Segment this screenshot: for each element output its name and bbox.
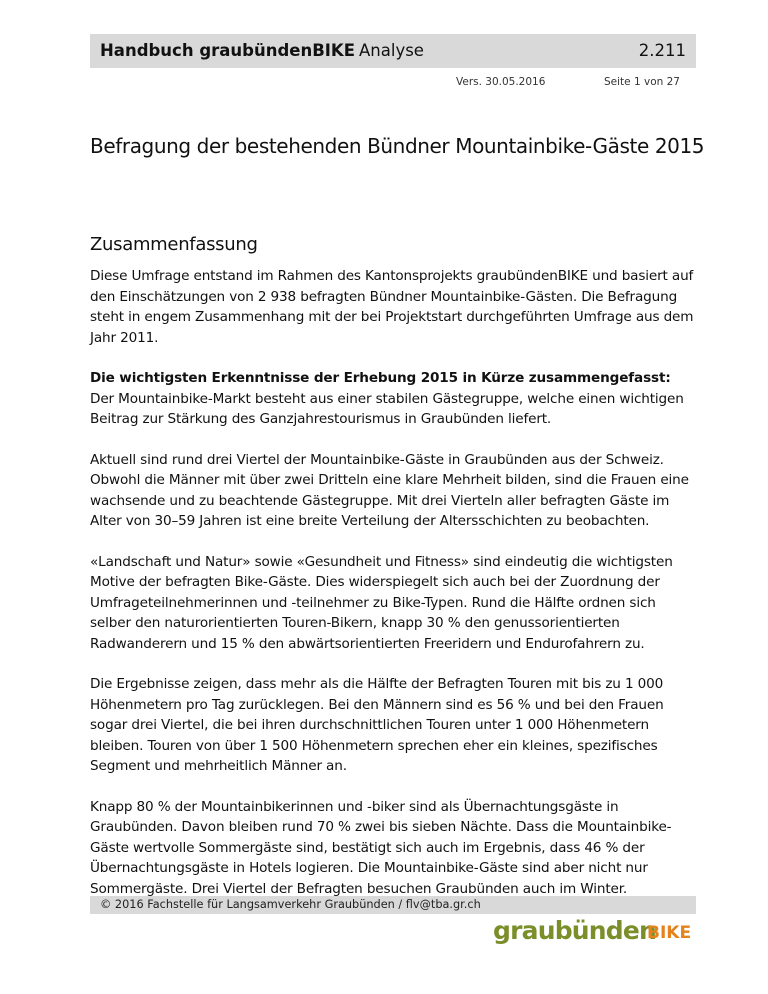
page-counter: Seite 1 von 27 [604,76,680,88]
paragraph: Die Ergebnisse zeigen, dass mehr als die Hälfte der Befragten Touren mit bis zu 1 000 Höhenmetern pro Tag zurücklegen. Bei den Männern sind es 56 % und bei den Frauen sogar drei Viertel, die bei ihren durchschnittlichen Touren unter 1 000 Höhenmetern bleiben. Touren von über 1 500 Höhenmetern sprechen eher ein kleines, spezifisches Segment und mehrheitlich Männer an. [90,676,664,774]
logo-bike-text: BIKE [647,923,692,943]
key-findings-heading: Die wichtigsten Erkenntnisse der Erhebung 2015 in Kürze zusammengefasst: [90,370,671,386]
body-text [90,266,696,919]
header-bar [90,34,696,68]
paragraph: Aktuell sind rund drei Viertel der Mountainbike-Gäste in Graubünden aus der Schweiz. Obwohl die Männer mit über zwei Dritteln eine klare Mehrheit bilden, sind die Frauen eine wachsende und zu beachtende Gästegruppe. Mit drei Vierteln aller befragten Gäste im Alter von 30–59 Jahren ist eine breite Verteilung der Altersschichten zu beobachten. [90,451,689,529]
document-title: Befragung der bestehenden Bündner Mountainbike-Gäste 2015 [90,134,705,158]
paragraph: Diese Umfrage entstand im Rahmen des Kantonsprojekts graubündenBIKE und basiert auf den Einschätzungen von 2 938 befragten Bündner Mountainbike-Gästen. Die Befragung steht in engem Zusammenhang mit der bei Projektstart durchgeführten Umfrage aus dem Jahr 2011. [90,268,694,346]
handbook-title: Handbuch graubündenBIKE [100,41,355,60]
handbook-number: 2.211 [638,41,686,60]
paragraph: Knapp 80 % der Mountainbikerinnen und -biker sind als Übernachtungsgäste in Graubünden. Davon bleiben rund 70 % zwei bis sieben Nächte. Dass die Mountainbike-Gäste wertvolle Sommergäste sind, bestätigt sich auch im Ergebnis, dass 46 % der Übernachtungsgäste in Hotels logieren. Die Mountainbike-Gäste sind aber nicht nur Sommergäste. Drei Viertel der Befragten besuchen Graubünden auch im Winter. [90,798,672,897]
section-heading: Zusammenfassung [90,234,258,255]
copyright-text: © 2016 Fachstelle für Langsamverkehr Graubünden / flv@tba.gr.ch [100,898,481,911]
paragraph: «Landschaft und Natur» sowie «Gesundheit und Fitness» sind eindeutig die wichtigsten Motive der befragten Bike-Gäste. Dies widerspiegelt sich auch bei der Zuordnung der Umfrageteilnehmerinnen und -teilnehmer zu Bike-Typen. Rund die Hälfte ordnen sich selber den naturorientierten Touren-Bikern, knapp 30 % den genussorientierten Radwanderern und 15 % den abwärtsorientierten Freeridern und Endurofahrern zu. [90,553,673,652]
handbook-subtitle: Analyse [359,41,424,60]
logo-wordmark: graubünden [493,916,657,945]
footer-bar [90,896,696,914]
graubuenden-bike-logo [493,916,697,952]
header-title [100,41,424,60]
version-label: Vers. 30.05.2016 [456,76,546,88]
paragraph: Der Mountainbike-Markt besteht aus einer stabilen Gästegruppe, welche einen wichtigen Beitrag zur Stärkung des Ganzjahrestourismus in Graubünden liefert. [90,390,684,427]
